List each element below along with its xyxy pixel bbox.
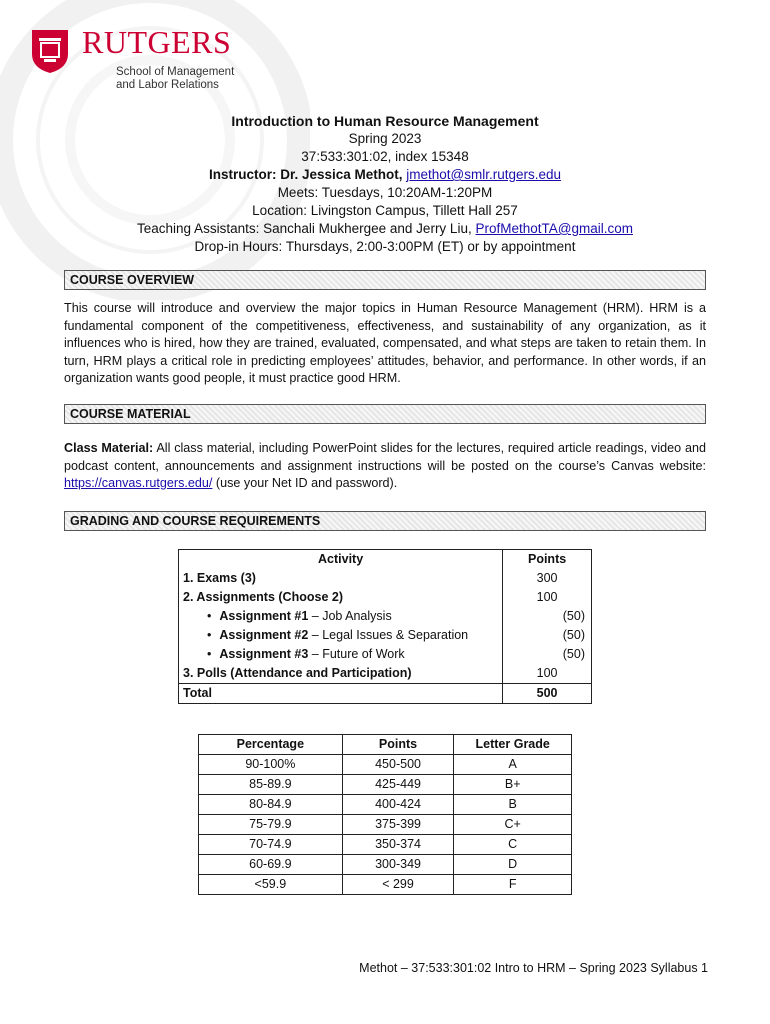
course-header (0, 112, 770, 256)
percentage-cell: 70-74.9 (199, 835, 343, 855)
percentage-cell: 75-79.9 (199, 815, 343, 835)
points-cell: (50) (503, 645, 592, 664)
overview-heading: COURSE OVERVIEW (70, 273, 195, 287)
activity-header: Activity (179, 550, 503, 570)
points-cell: 100 (503, 664, 592, 684)
bullet-icon: • (207, 628, 212, 642)
percentage-cell: 85-89.9 (199, 775, 343, 795)
total-label: Total (179, 684, 503, 704)
total-points: 500 (503, 684, 592, 704)
percentage-cell: 80-84.9 (199, 795, 343, 815)
overview-section-bar (64, 270, 706, 290)
percentage-cell: 60-69.9 (199, 855, 343, 875)
assignment-desc: – Future of Work (308, 647, 405, 661)
points-cell: 425-449 (342, 775, 454, 795)
dropin-hours: Drop-in Hours: Thursdays, 2:00-3:00PM (ET) or by appointment (194, 239, 576, 254)
logo-wordmark: RUTGERS (82, 24, 232, 60)
course-title: Introduction to Human Resource Management (231, 113, 539, 129)
table-row (179, 569, 592, 588)
assignment-name: Assignment #1 (219, 609, 309, 623)
ta-line (0, 220, 770, 238)
letter-cell: B+ (454, 775, 572, 795)
percentage-cell: 90-100% (199, 755, 343, 775)
points-cell: 300-349 (342, 855, 454, 875)
material-paragraph (64, 440, 706, 493)
percentage-cell: <59.9 (199, 875, 343, 895)
logo-sub-line-2: and Labor Relations (116, 79, 219, 91)
activity-cell (179, 645, 503, 664)
activity-cell (179, 626, 503, 645)
points-cell: 100 (503, 588, 592, 607)
shield-icon (30, 28, 70, 74)
grade-scale-table (198, 734, 572, 895)
grading-heading: GRADING AND COURSE REQUIREMENTS (70, 514, 321, 528)
table-row (199, 755, 572, 775)
rutgers-logo (30, 22, 270, 102)
table-row (199, 775, 572, 795)
activity-cell: 3. Polls (Attendance and Participation) (179, 664, 503, 684)
activity-points-table (178, 549, 592, 704)
table-row (199, 795, 572, 815)
assignment-desc: – Legal Issues & Separation (308, 628, 469, 642)
bullet-icon: • (207, 609, 212, 623)
page-footer: Methot – 37:533:301:02 Intro to HRM – Spring 2023 Syllabus 1 (359, 961, 708, 975)
meeting-location: Location: Livingston Campus, Tillett Hall 257 (252, 203, 518, 218)
letter-cell: A (454, 755, 572, 775)
letter-cell: C (454, 835, 572, 855)
table-row (199, 735, 572, 755)
letter-cell: B (454, 795, 572, 815)
letter-cell: D (454, 855, 572, 875)
letter-grade-header: Letter Grade (454, 735, 572, 755)
material-tail: (use your Net ID and password). (215, 476, 398, 491)
table-row (179, 626, 592, 645)
instructor-label: Instructor: Dr. Jessica Methot, (208, 167, 403, 182)
logo-subtitle (116, 66, 234, 92)
material-label: Class Material: (64, 441, 154, 455)
points-cell: 350-374 (342, 835, 454, 855)
percentage-header: Percentage (199, 735, 343, 755)
table-row (179, 588, 592, 607)
canvas-link[interactable]: https://canvas.rutgers.edu/ (64, 476, 213, 491)
assignment-name: Assignment #3 (219, 647, 309, 661)
letter-cell: F (454, 875, 572, 895)
points-cell: < 299 (342, 875, 454, 895)
table-row (179, 684, 592, 704)
overview-paragraph: This course will introduce and overview the major topics in Human Resource Management (HRM). HRM is a fundamental component of the competitiveness, effectiveness, and sustainability of any organization, as it influences who is hired, how they are trained, evaluated, compensated, and what steps are taken to retain them. In turn, HRM plays a critical role in predicting employees’ attitudes, behavior, and performance. In other words, if an organization wants good people, it must practice good HRM. (64, 301, 706, 386)
course-code: 37:533:301:02, index 15348 (301, 149, 469, 164)
table-row (179, 550, 592, 570)
instructor-line (0, 166, 770, 184)
table-row (199, 835, 572, 855)
table-row (199, 855, 572, 875)
assignment-desc: – Job Analysis (308, 609, 392, 623)
ta-label: Teaching Assistants: Sanchali Mukhergee and Jerry Liu, (137, 221, 472, 236)
table-row (199, 875, 572, 895)
letter-cell: C+ (454, 815, 572, 835)
table-row (199, 815, 572, 835)
points-header: Points (503, 550, 592, 570)
activity-cell: 1. Exams (3) (179, 569, 503, 588)
points-cell: 375-399 (342, 815, 454, 835)
material-text: All class material, including PowerPoint slides for the lectures, required article readings, video and podcast content, announcements and assignment instructions will be posted on the course’s Canvas website: (64, 441, 706, 473)
grading-section-bar (64, 511, 706, 531)
points-header: Points (342, 735, 454, 755)
points-cell: 400-424 (342, 795, 454, 815)
points-cell: (50) (503, 626, 592, 645)
logo-sub-line-1: School of Management (116, 66, 235, 78)
course-term: Spring 2023 (348, 131, 422, 146)
bullet-icon: • (207, 647, 212, 661)
material-section-bar (64, 404, 706, 424)
material-heading: COURSE MATERIAL (70, 407, 191, 421)
points-cell: (50) (503, 607, 592, 626)
activity-cell: 2. Assignments (Choose 2) (179, 588, 503, 607)
table-row (179, 607, 592, 626)
points-cell: 300 (503, 569, 592, 588)
points-cell: 450-500 (342, 755, 454, 775)
assignment-name: Assignment #2 (219, 628, 309, 642)
activity-cell (179, 607, 503, 626)
meeting-time: Meets: Tuesdays, 10:20AM-1:20PM (277, 185, 493, 200)
instructor-email-link[interactable]: jmethot@smlr.rutgers.edu (406, 167, 562, 182)
table-row (179, 645, 592, 664)
ta-email-link[interactable]: ProfMethotTA@gmail.com (475, 221, 633, 236)
table-row (179, 664, 592, 684)
